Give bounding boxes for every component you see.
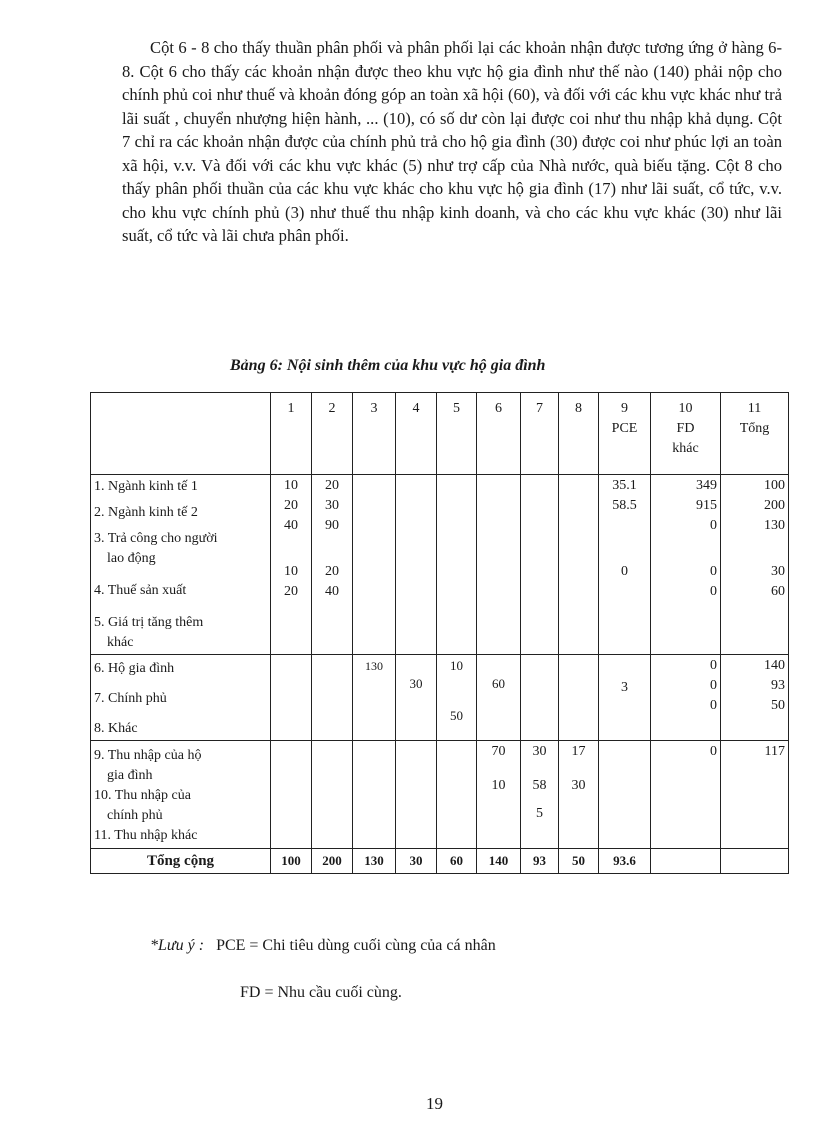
data-table [90,392,789,874]
group-3-col-8: 17 30 [559,741,599,849]
total-col-2: 200 [312,849,353,874]
group-1-labels: 1. Ngành kinh tế 1 2. Ngành kinh tế 2 3. Trả công cho người lao động 4. Thuế sản xuất 5. Giá trị tăng thêm khác [91,475,271,655]
header-col-2: 2 [312,393,353,475]
note-pce-text: PCE = Chi tiêu dùng cuối cùng của cá nhân [216,937,496,954]
header-col-9: 9 PCE [599,393,651,475]
header-col-7: 7 [521,393,559,475]
total-col-8: 50 [559,849,599,874]
group-3-col-6: 70 10 [477,741,521,849]
table-row-group-1 [91,475,789,655]
header-col-8: 8 [559,393,599,475]
group-3-col-1 [271,741,312,849]
group-2-col-9: 3 [599,655,651,741]
header-col-4: 4 [396,393,437,475]
group-1-col-4 [396,475,437,655]
total-col-9: 93.6 [599,849,651,874]
note-prefix: *Lưu ý : [150,937,205,954]
note-pce [150,937,496,955]
total-col-11 [721,849,789,874]
page-number: 19 [426,1094,443,1113]
header-col-10: 10 FD khác [651,393,721,475]
group-1-col-8 [559,475,599,655]
group-3-col-9 [599,741,651,849]
group-2-col-1 [271,655,312,741]
header-col-5: 5 [437,393,477,475]
total-col-5: 60 [437,849,477,874]
total-row [91,849,789,874]
group-2-col-3: 130 [353,655,396,741]
group-1-col-1: 10 20 40 10 20 [271,475,312,655]
total-col-6: 140 [477,849,521,874]
group-2-col-7 [521,655,559,741]
group-1-col-10: 349 915 0 0 0 [651,475,721,655]
group-2-col-6: 60 [477,655,521,741]
group-2-col-11: 140 93 50 [721,655,789,741]
group-3-col-11: 117 [721,741,789,849]
group-3-col-4 [396,741,437,849]
group-1-col-9: 35.1 58.5 0 [599,475,651,655]
group-2-labels: 6. Hộ gia đình 7. Chính phủ 8. Khác [91,655,271,741]
header-row [91,393,789,475]
header-col-3: 3 [353,393,396,475]
total-col-1: 100 [271,849,312,874]
group-1-col-2: 20 30 90 20 40 [312,475,353,655]
group-2-col-5: 10 50 [437,655,477,741]
header-col-6: 6 [477,393,521,475]
group-1-col-3 [353,475,396,655]
header-col-1: 1 [271,393,312,475]
total-col-3: 130 [353,849,396,874]
group-2-col-2 [312,655,353,741]
total-label: Tổng cộng [91,849,271,874]
body-paragraph-text: Cột 6 - 8 cho thấy thuần phân phối và phân phối lại các khoản nhận được tương ứng ở hàng 6-8. Cột 6 cho thấy các khoản nhận được theo khu vực hộ gia đình như thế nào (140) phải nộp cho chính phủ coi như thuế và khoản đóng góp an toàn xã hội (60), và đối với các khu vực khác như trả lãi suất , chuyển nhượng hiện hành, ... (10), có số dư còn lại được coi như thu nhập khả dụng. Cột 7 chỉ ra các khoản nhận được của chính phủ trả cho hộ gia đình (30) được coi như phúc lợi an toàn xã hội, v.v. Và đối với các khu vực khác (5) như trợ cấp của Nhà nước, quà biếu tặng. Cột 8 cho thấy phân phối thuần của các khu vực khác cho khu vực hộ gia đình (17) như lãi suất, cổ tức, v.v. cho khu vực chính phủ (3) như thuế thu nhập kinh doanh, và cho các khu vực khác (30) như lãi suất, cổ tức và lãi chưa phân phối. [122,38,782,245]
note-fd: FD = Nhu cầu cuối cùng. [240,984,402,1001]
table-caption: Bảng 6: Nội sinh thêm của khu vực hộ gia đình [230,357,546,374]
total-col-4: 30 [396,849,437,874]
table-row-group-2 [91,655,789,741]
group-1-col-7 [521,475,559,655]
group-2-col-4: 30 [396,655,437,741]
total-col-7: 93 [521,849,559,874]
group-3-col-3 [353,741,396,849]
group-1-col-5 [437,475,477,655]
group-2-col-10: 0 0 0 [651,655,721,741]
header-corner [91,393,271,475]
group-3-col-5 [437,741,477,849]
body-paragraph [122,36,782,248]
group-1-col-6 [477,475,521,655]
group-3-labels: 9. Thu nhập của hộ gia đình 10. Thu nhập của chính phủ 11. Thu nhập khác [91,741,271,849]
group-3-col-2 [312,741,353,849]
group-3-col-10: 0 [651,741,721,849]
group-2-col-8 [559,655,599,741]
header-col-11: 11 Tổng [721,393,789,475]
group-1-col-11: 100 200 130 30 60 [721,475,789,655]
table-row-group-3 [91,741,789,849]
total-col-10 [651,849,721,874]
group-3-col-7: 30 58 5 [521,741,559,849]
